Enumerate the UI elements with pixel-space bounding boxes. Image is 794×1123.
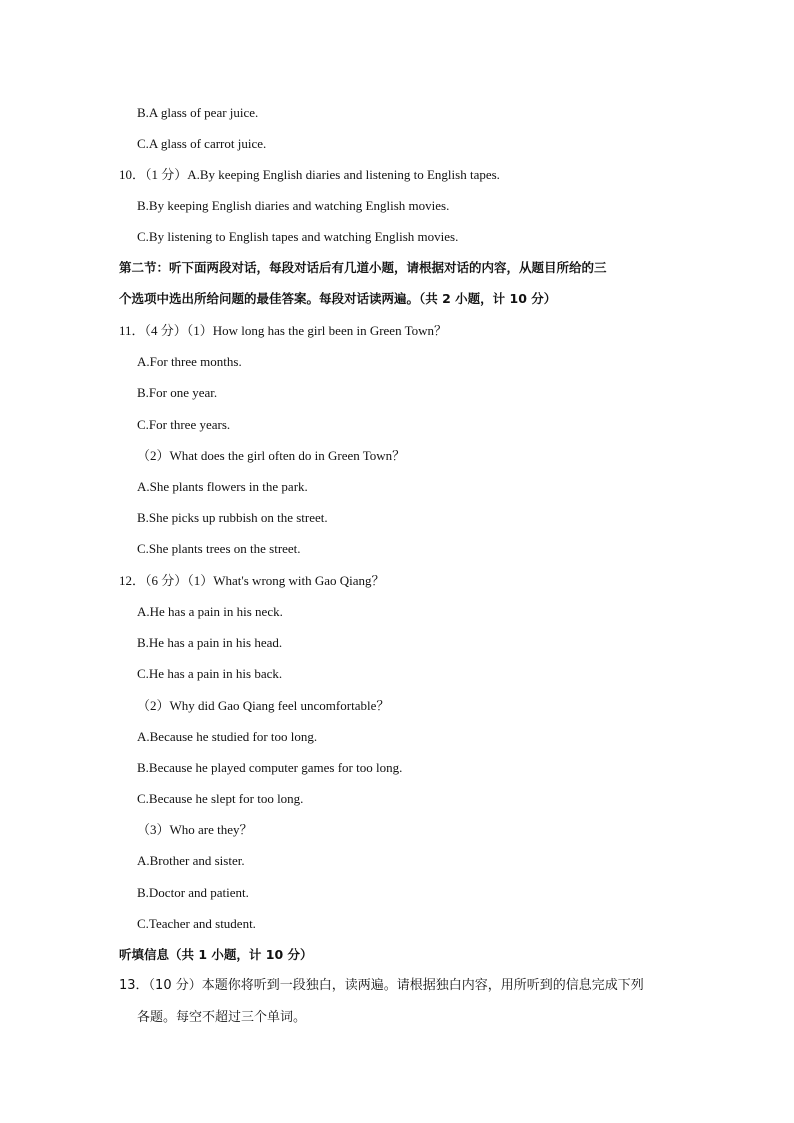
q12-p1-option-c: C.He has a pain in his back. [137, 666, 283, 681]
q12-p3-option-a: A.Brother and sister. [137, 853, 245, 868]
q11-stem: 11．（4 分）（1）How long has the girl been in Green Town？ [119, 323, 448, 338]
q12-p2-option-b: B.Because he played computer games for too long. [137, 760, 403, 775]
q12-p2-option-a: A.Because he studied for too long. [137, 729, 318, 744]
q13-stem-line1: 13．（10 分）本题你将听到一段独白，读两遍。请根据独白内容，用所听到的信息完成下列 [119, 978, 644, 993]
q10-stem: 10．（1 分）A.By keeping English diaries and listening to English tapes. [119, 167, 500, 182]
q9-option-b: B.A glass of pear juice. [137, 105, 259, 120]
q12-p3-option-c: C.Teacher and student. [137, 916, 256, 931]
q11-p2-option-c: C.She plants trees on the street. [137, 541, 301, 556]
q11-p2-stem: （2）What does the girl often do in Green Town？ [137, 448, 406, 463]
section3-heading: 听填信息（共 1 小题，计 10 分） [119, 947, 313, 962]
section2-heading-line1: 第二节：听下面两段对话，每段对话后有几道小题，请根据对话的内容，从题目所给的三 [119, 260, 607, 275]
q10-option-b: B.By keeping English diaries and watching English movies. [137, 198, 450, 213]
q12-stem: 12．（6 分）（1）What's wrong with Gao Qiang？ [119, 573, 385, 588]
q13-stem-line2: 各题。每空不超过三个单词。 [137, 1010, 307, 1025]
q11-p1-option-c: C.For three years. [137, 417, 231, 432]
q12-p1-option-a: A.He has a pain in his neck. [137, 604, 283, 619]
q12-p3-stem: （3）Who are they？ [137, 822, 253, 837]
q11-p1-option-b: B.For one year. [137, 385, 218, 400]
section2-heading-line2: 个选项中选出所给问题的最佳答案。每段对话读两遍。（共 2 小题，计 10 分） [119, 291, 557, 306]
q12-p3-option-b: B.Doctor and patient. [137, 885, 249, 900]
q12-p2-stem: （2）Why did Gao Qiang feel uncomfortable？ [137, 698, 390, 713]
q11-p2-option-a: A.She plants flowers in the park. [137, 479, 308, 494]
q9-option-c: C.A glass of carrot juice. [137, 136, 267, 151]
q12-p2-option-c: C.Because he slept for too long. [137, 791, 304, 806]
q10-option-c: C.By listening to English tapes and watching English movies. [137, 229, 459, 244]
q11-p2-option-b: B.She picks up rubbish on the street. [137, 510, 328, 525]
q12-p1-option-b: B.He has a pain in his head. [137, 635, 283, 650]
q11-p1-option-a: A.For three months. [137, 354, 242, 369]
